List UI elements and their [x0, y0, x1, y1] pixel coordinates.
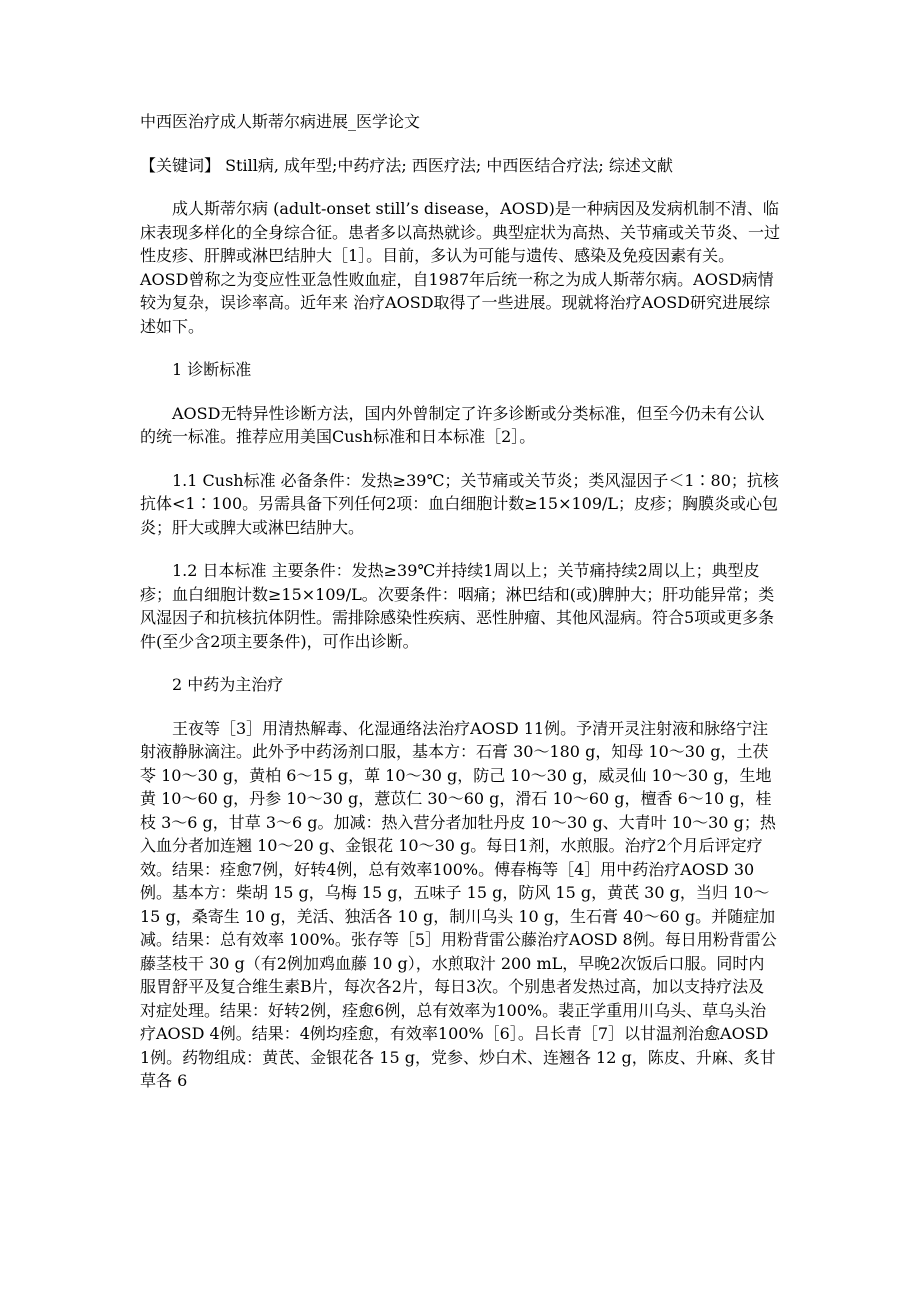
japan-criteria-paragraph: 1.2 日本标准 主要条件：发热≥39℃并持续1周以上；关节痛持续2周以上；典型皮疹；血白细胞计数≥15×109/L。次要条件：咽痛；淋巴结和(或)脾肿大；肝功能异常；类风湿因子和抗核抗体阴性。需排除感染性疾病、恶性肿瘤、其他风湿病。符合5项或更多条件(至少含2项主要条件)，可作出诊断。 — [140, 561, 775, 651]
cush-criteria-paragraph: 1.1 Cush标准 必备条件：发热≥39℃；关节痛或关节炎；类风湿因子＜1∶80；抗核抗体<1∶100。另需具备下列任何2项：血白细胞计数≥15×109/L；皮疹；胸膜炎或心包炎；肝大或脾大或淋巴结肿大。 — [140, 470, 779, 537]
section-heading-tcm: 2 中药为主治疗 — [172, 675, 284, 694]
diagnosis-paragraph: AOSD无特异性诊断方法，国内外曾制定了许多诊断或分类标准，但至今仍未有公认的统一标准。推荐应用美国Cush标准和日本标准［2］。 — [140, 403, 765, 446]
section-heading-diagnosis: 1 诊断标准 — [172, 360, 252, 379]
tcm-treatment-paragraph: 王夜等［3］用清热解毒、化湿通络法治疗AOSD 11例。予清开灵注射液和脉络宁注射液静脉滴注。此外予中药汤剂口服，基本方：石膏 30～180 g，知母 10～30 g，土茯苓 10～30 g，黄柏 6～15 g，萆 10～30 g，防己 10～30 g，威灵仙 10～30 g，生地黄 10～60 g，丹参 10～30 g，薏苡仁 30～60 g，滑石 10～60 g，檀香 6～10 g，桂枝 3～6 g，甘草 3～6 g。加减：热入营分者加牡丹皮 10～30 g、大青叶 10～30 g；热入血分者加连翘 10～20 g、金银花 10～30 g。每日1剂，水煎服。治疗2个月后评定疗效。结果：痊愈7例，好转4例，总有效率100%。傅春梅等［4］用中药治疗AOSD 30例。基本方：柴胡 15 g，乌梅 15 g，五味子 15 g，防风 15 g，黄芪 30 g，当归 10～15 g，桑寄生 10 g，羌活、独活各 10 g，制川乌头 10 g，生石膏 40～60 g。并随症加减。结果：总有效率 100%。张存等［5］用粉背雷公藤治疗AOSD 8例。每日用粉背雷公藤茎枝干 30 g（有2例加鸡血藤 10 g），水煎取汁 200 mL，早晚2次饭后口服。同时内服胃舒平及复合维生素B片，每次各2片，每日3次。个别患者发热过高，加以支持疗法及对症处理。结果：好转2例，痊愈6例，总有效率为100%。裴正学重用川乌头、草乌头治疗AOSD 4例。结果：4例均痊愈，有效率100%［6］。吕长青［7］以甘温剂治愈AOSD 1例。药物组成：黄芪、金银花各 15 g，党参、炒白术、连翘各 12 g，陈皮、升麻、炙甘草各 6 — [140, 718, 777, 1090]
keywords-line: 【关键词】 Still病, 成年型;中药疗法; 西医疗法; 中西医结合疗法; 综述文献 — [140, 155, 673, 175]
document-title: 中西医治疗成人斯蒂尔病进展_医学论文 — [140, 112, 421, 131]
intro-paragraph: 成人斯蒂尔病 (adult-onset still’s disease，AOSD)是一种病因及发病机制不清、临床表现多样化的全身综合征。患者多以高热就诊。典型症状为高热、关节痛或关节炎、一过性皮疹、肝脾或淋巴结肿大［1］。目前，多认为可能与遗传、感染及免疫因素有关。AOSD曾称之为变应性亚急性败血症，自1987年后统一称之为成人斯蒂尔病。AOSD病情较为复杂，误诊率高。近年来 治疗AOSD取得了一些进展。现就将治疗AOSD研究进展综述如下。 — [140, 199, 781, 336]
document-page — [140, 110, 780, 1113]
